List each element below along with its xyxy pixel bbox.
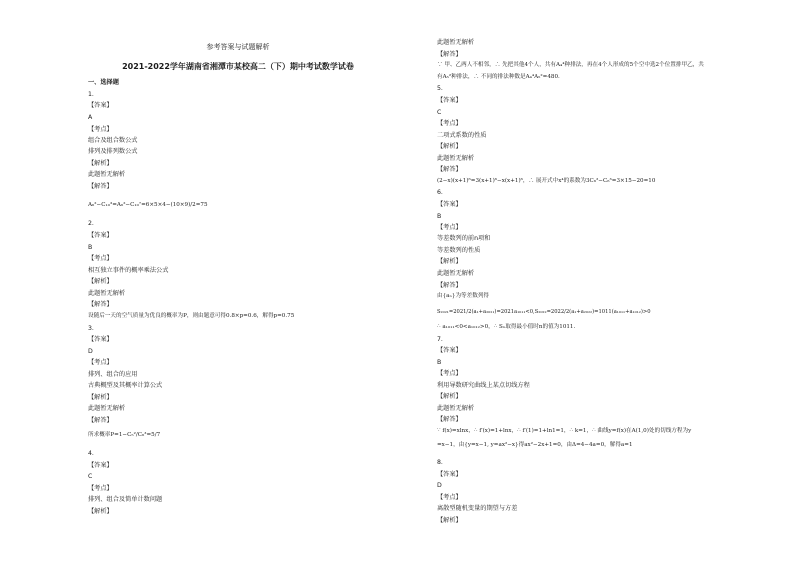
solution-text: ∴ a₁₀₁₁<0<a₁₀₁₂>0，∴ Sₙ取得最小值时n的值为1011. [437, 324, 576, 330]
answer-value: D [437, 482, 442, 489]
knowledge-item: 二项式系数的性质 [437, 132, 487, 139]
solution-text: ∵ f(x)=xlnx，∴ f′(x)=1+lnx，∴ f′(1)=1+ln1=1，∴ k=1，∴ 曲线y=f(x)在A(1,0)处的切线方程为y [437, 428, 692, 434]
knowledge-label: 【考点】 [437, 120, 462, 127]
answer-label: 【答案】 [88, 462, 113, 469]
solution-text: 由{aₙ}为等差数列得 [437, 293, 490, 299]
knowledge-item: 利用导数研究曲线上某点切线方程 [437, 382, 530, 389]
knowledge-label: 【考点】 [437, 224, 462, 231]
solution-formula: S₂₀₂₁=2021/2(a₁+a₂₀₂₁)=2021a₁₀₁₁<0,S₂₀₂₂=2022/2(a₁+a₂₀₂₂)=1011(a₁₀₁₁+a₁₀₁₂)>0 [437, 309, 651, 315]
knowledge-item: 等差数列的性质 [437, 247, 481, 254]
knowledge-item: 离散型随机变量的期望与方差 [437, 505, 518, 512]
analysis-label: 【解析】 [437, 517, 462, 524]
question-number: 1. [88, 91, 94, 98]
analysis-text: 此题暂无解析 [437, 39, 475, 46]
answer-label: 【答案】 [88, 232, 113, 239]
analysis-text: 此题暂无解析 [88, 171, 126, 178]
solution-label: 【解答】 [437, 416, 462, 423]
answer-label: 【答案】 [437, 97, 462, 104]
section-heading: 一、选择题 [88, 79, 119, 86]
knowledge-label: 【考点】 [437, 494, 462, 501]
knowledge-item: 相互独立事件的概率乘法公式 [88, 267, 169, 274]
knowledge-label: 【考点】 [88, 126, 113, 133]
question-number: 4. [88, 450, 94, 457]
solution-text: =x−1，由{y=x−1, y=ax²−x}得ax²−2x+1=0，由Δ=4−4a=0，解得a=1 [437, 442, 633, 448]
answer-value: B [88, 244, 93, 251]
solution-label: 【解答】 [437, 166, 462, 173]
analysis-text: 此题暂无解析 [437, 405, 475, 412]
solution-formula: A₆²−C₁₀³=A₆²−C₁₀⁷=6×5×4−(10×9)/2=75 [88, 202, 208, 208]
answer-value: D [88, 348, 93, 355]
knowledge-label: 【考点】 [88, 485, 113, 492]
knowledge-item: 排列、组合的应用 [88, 371, 138, 378]
answer-label: 【答案】 [88, 102, 113, 109]
knowledge-item: 排列、组合及简单计数问题 [88, 496, 163, 503]
exam-title: 2021-2022学年湖南省湘潭市某校高二（下）期中考试数学试卷 [122, 62, 354, 71]
analysis-label: 【解析】 [88, 394, 113, 401]
knowledge-item: 等差数列的前n项和 [437, 235, 491, 242]
answer-header: 参考答案与试题解析 [206, 43, 270, 51]
analysis-text: 此题暂无解析 [437, 155, 475, 162]
analysis-label: 【解析】 [437, 393, 462, 400]
analysis-text: 此题暂无解析 [88, 290, 126, 297]
answer-label: 【答案】 [437, 201, 462, 208]
solution-label: 【解答】 [88, 417, 113, 424]
solution-text: ∵ 甲、乙两人不相邻，∴ 先把其他4个人，共有A₄⁴种排法，再在4个人形成的5个空中选2个位置排甲乙，共 [437, 62, 704, 68]
answer-label: 【答案】 [437, 347, 462, 354]
answer-value: C [88, 473, 93, 480]
answer-label: 【答案】 [88, 336, 113, 343]
question-number: 2. [88, 220, 94, 227]
solution-text: 有A₅²种排法，∴ 不同的排法种数是A₄⁴A₅²=480. [437, 74, 560, 80]
solution-text: (2−x)(x+1)⁶=3(x+1)⁶−x(x+1)⁶，∴ 展开式中x⁴的系数为3C₆²−C₆³=3×15−20=10 [437, 178, 656, 184]
knowledge-label: 【考点】 [88, 359, 113, 366]
question-number: 3. [88, 325, 94, 332]
analysis-label: 【解析】 [437, 143, 462, 150]
knowledge-label: 【考点】 [437, 370, 462, 377]
analysis-label: 【解析】 [88, 160, 113, 167]
solution-label: 【解答】 [88, 301, 113, 308]
knowledge-label: 【考点】 [88, 255, 113, 262]
answer-value: B [437, 213, 442, 220]
analysis-text: 此题暂无解析 [88, 405, 126, 412]
analysis-label: 【解析】 [88, 278, 113, 285]
analysis-text: 此题暂无解析 [437, 270, 475, 277]
solution-label: 【解答】 [88, 183, 113, 190]
answer-value: A [88, 114, 93, 121]
analysis-label: 【解析】 [88, 508, 113, 515]
question-number: 6. [437, 189, 443, 196]
answer-value: C [437, 109, 442, 116]
question-number: 5. [437, 85, 443, 92]
solution-formula: 所求概率P=1−C₅²/C₆³=5/7 [88, 432, 161, 438]
solution-label: 【解答】 [437, 51, 462, 58]
knowledge-item: 组合及组合数公式 [88, 137, 138, 144]
question-number: 8. [437, 459, 443, 466]
answer-value: B [437, 359, 442, 366]
knowledge-item: 排列及排列数公式 [88, 148, 138, 155]
question-number: 7. [437, 336, 443, 343]
solution-label: 【解答】 [437, 282, 462, 289]
knowledge-item: 古典概型及其概率计算公式 [88, 382, 163, 389]
answer-label: 【答案】 [437, 471, 462, 478]
analysis-label: 【解析】 [437, 258, 462, 265]
solution-text: 设随后一天的空气质量为优良的概率为P，则由题意可得0.8×p=0.6，解得p=0.75 [88, 313, 295, 319]
